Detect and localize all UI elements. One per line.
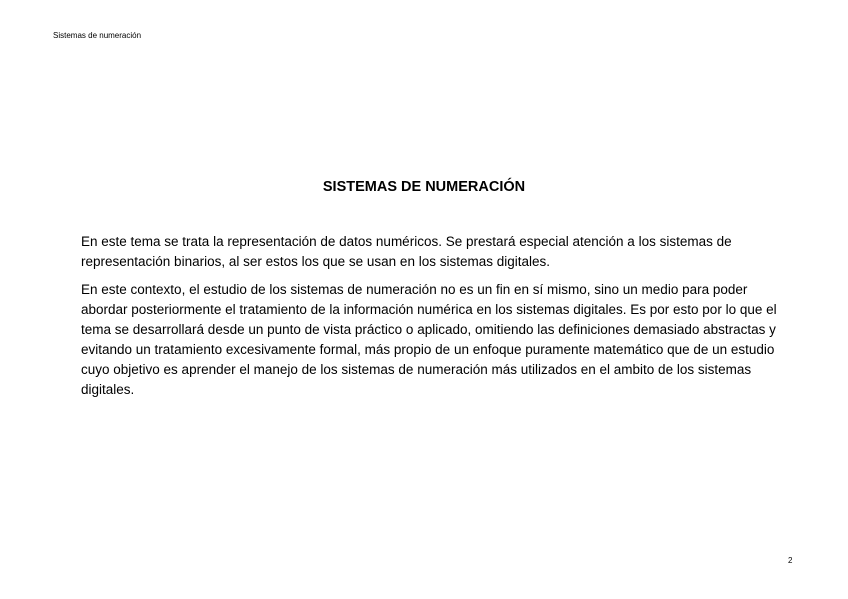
- context-paragraph: En este contexto, el estudio de los sistemas de numeración no es un fin en sí mismo, sino un medio para poder abordar posteriormente el tratamiento de la información numérica en los sistemas digitales. Es por esto por lo que el tema se desarrollará desde un punto de vista práctico o aplicado, omitiendo las definiciones demasiado abstractas y evitando un tratamiento excesivamente formal, más propio de un enfoque puramente matemático que de un estudio cuyo objetivo es aprender el manejo de los sistemas de numeración más utilizados en el ambito de los sistemas digitales.: [81, 282, 777, 397]
- running-header: Sistemas de numeración: [53, 31, 142, 40]
- document-body: [81, 232, 786, 408]
- intro-paragraph: En este tema se trata la representación de datos numéricos. Se prestará especial atención a los sistemas de representación binarios, al ser estos los que se usan en los sistemas digitales.: [81, 234, 732, 269]
- page-title: SISTEMAS DE NUMERACIÓN: [322, 179, 526, 195]
- page-number: 2: [788, 556, 793, 565]
